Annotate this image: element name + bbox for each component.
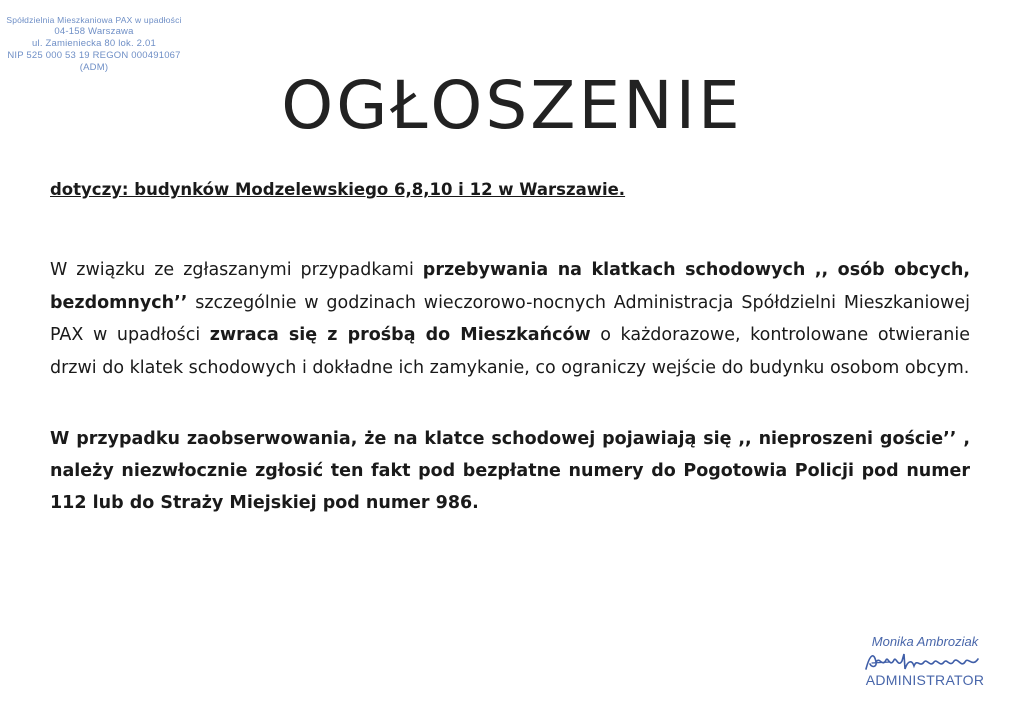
stamp-line-street: ul. Zamieniecka 80 lok. 2.01 xyxy=(32,38,156,49)
p1-bold-1: przebywania na klatkach schodowych ,, osób obcych, bezdomnych’’ xyxy=(50,260,970,313)
p1-text-1: W związku ze zgłaszanymi przypadkami xyxy=(50,260,423,280)
paragraph-1 xyxy=(50,254,970,384)
stamp-line-nip-regon: NIP 525 000 53 19 REGON 000491067 xyxy=(7,50,181,61)
p1-text-2: szczególnie w godzinach wieczorowo-nocnych Administracja Spółdzielni Mieszkaniowej PAX w upadłości xyxy=(50,292,970,345)
signature-stamp xyxy=(850,634,1000,688)
stamp-line-postcode: 04-158 Warszawa xyxy=(54,26,134,37)
paragraph-2: W przypadku zaobserwowania, że na klatce schodowej pojawiają się ,, nieproszeni goście’’ , należy niezwłocznie zgłosić ten fakt pod bezpłatne numery do Pogotowia Policji pod numer 112 lub do Straży Miejskiej pod numer 986. xyxy=(50,429,970,513)
subject-line: dotyczy: budynków Modzelewskiego 6,8,10 i 12 w Warszawie. xyxy=(50,180,626,199)
p1-text-3: o każdorazowe, kontrolowane otwieranie drzwi do klatek schodowych i dokładne ich zamykanie, co ograniczy wejście do budynku osobom obcym. xyxy=(50,325,970,378)
p1-bold-2: zwraca się z prośbą do Mieszkańców xyxy=(209,325,591,345)
stamp-line-adm: (ADM) xyxy=(79,62,109,73)
signature-name: Monika Ambroziak xyxy=(871,634,979,649)
stamp-line-company: Spółdzielnia Mieszkaniowa PAX w upadłości xyxy=(6,15,182,25)
signature-role: ADMINISTRATOR xyxy=(865,672,985,688)
handwritten-signature xyxy=(860,650,990,672)
page-title: OGŁOSZENIE xyxy=(281,67,743,144)
